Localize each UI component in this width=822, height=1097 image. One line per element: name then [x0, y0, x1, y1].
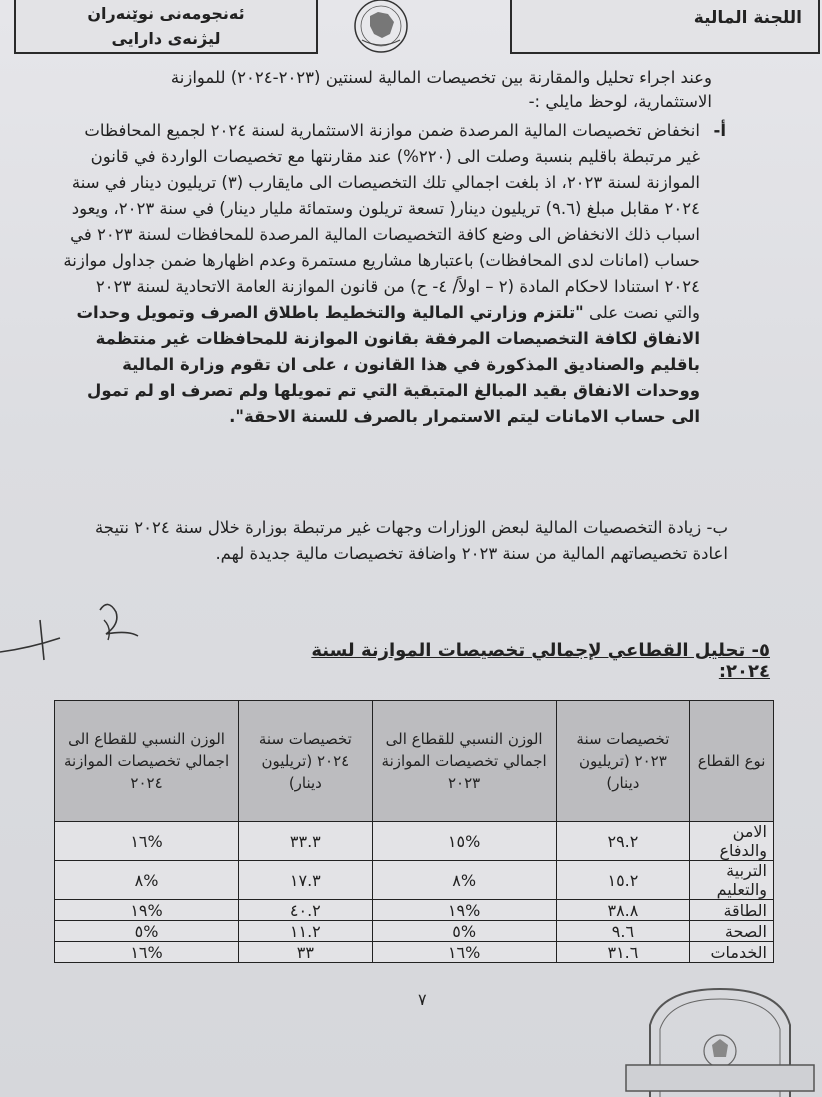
- cell-alloc-2023: ٢٩.٢: [556, 822, 690, 861]
- paragraph-a-quote: "تلتزم وزارتي المالية والتخطيط باطلاق الصرف وتمويل وحدات الانفاق لكافة التخصيصات المرفقة بقانون الموازنة للمحافظات غير منتظمة باقليم والصناديق المذكورة في هذا القانون ، على ان تقوم وزارة المالية ووحدات الانفاق بقيد المبالغ المتبقية التي تم تمويلها ولم تصرف او لم تمول الى حساب الامانات ليتم الاستمرار بالصرف للسنة الاحقة".: [76, 303, 700, 426]
- handwritten-signature: [0, 590, 150, 670]
- table-row: [55, 822, 774, 861]
- cell-weight-2023: %٨: [372, 861, 556, 900]
- cell-sector: الطاقة: [690, 900, 774, 921]
- paragraph-a-marker: أ-: [713, 121, 726, 140]
- committee-label: اللجنة المالية: [693, 8, 802, 28]
- cell-alloc-2024: ٣٣: [239, 942, 373, 963]
- cell-alloc-2024: ٣٣.٣: [239, 822, 373, 861]
- table-row: [55, 861, 774, 900]
- paragraph-b: ب- زيادة التخصصيات المالية لبعض الوزارات وجهات غير مرتبطة بوزارة خلال سنة ٢٠٢٤ نتيجة اعادة تخصيصاتهم المالية من سنة ٢٠٢٣ واضافة تخصيصات مالية جديدة لهم.: [94, 518, 728, 563]
- cell-alloc-2024: ٤٠.٢: [239, 900, 373, 921]
- cell-weight-2023: %٥: [372, 921, 556, 942]
- paragraph-a-text: انخفاض تخصيصات المالية المرصدة ضمن موازنة الاستثمارية لسنة ٢٠٢٤ لجميع المحافظات غير مرتبطة باقليم بنسبة وصلت الى (٢٢٠%) عند مقارنتها مع تخصيصات الواردة في قانون الموازنة لسنة ٢٠٢٣، اذ بلغت اجمالي تلك التخصيصات الى مايقارب (٣) تريليون دينار في سنة ٢٠٢٤ مقابل مبلغ (٩.٦) تريليون دينار( تسعة تريلون وستمائة مليار دينار) في سنة ٢٠٢٣، ويعود اسباب ذلك الانخفاض الى وضع كافة التخصيصات المالية المرصدة للمحافظات لسنة ٢٠٢٣ في حساب (امانات لدى المحافظات) باعتبارها مشاريع مستمرة وعدم اظهارها ضمن جداول موازنة ٢٠٢٤ استنادا لاحكام المادة (٢ – اولاً/ ٤- ح) من قانون الموازنة العامة الاتحادية لسنة ٢٠٢٣ والتي نصت على: [63, 121, 700, 322]
- col-header-sector: نوع القطاع: [690, 701, 774, 822]
- table-row: [55, 900, 774, 921]
- cell-weight-2024: %١٩: [55, 900, 239, 921]
- kurdish-parliament-label: ئەنجومەنی نوێنەران: [87, 4, 245, 23]
- parliament-logo: [348, 0, 414, 58]
- section-title: ٥- تحليل القطاعي لإجمالي تخصيصات الموازنة لسنة ٢٠٢٤:: [311, 640, 770, 682]
- cell-weight-2024: %١٦: [55, 942, 239, 963]
- kurdish-header-box: [14, 0, 318, 54]
- cell-sector: التربية والتعليم: [690, 861, 774, 900]
- cell-alloc-2023: ١٥.٢: [556, 861, 690, 900]
- table-row: [55, 942, 774, 963]
- committee-header-box: [510, 0, 820, 54]
- cell-sector: الخدمات: [690, 942, 774, 963]
- cell-sector: الامن والدفاع: [690, 822, 774, 861]
- cell-alloc-2023: ٣١.٦: [556, 942, 690, 963]
- cell-weight-2023: %١٦: [372, 942, 556, 963]
- cell-weight-2024: %٨: [55, 861, 239, 900]
- cell-sector: الصحة: [690, 921, 774, 942]
- cell-weight-2024: %١٦: [55, 822, 239, 861]
- table-header-row: [55, 701, 774, 822]
- intro-paragraph: وعند اجراء تحليل والمقارنة بين تخصيصات المالية لسنتين (٢٠٢٣-٢٠٢٤) للموازنة الاستثمارية، لوحظ مايلي :-: [170, 68, 712, 111]
- page-number: ٧: [418, 990, 427, 1009]
- cell-alloc-2023: ٩.٦: [556, 921, 690, 942]
- cell-weight-2023: %١٥: [372, 822, 556, 861]
- col-header-alloc-2024: تخصيصات سنة ٢٠٢٤ (تريليون دينار): [239, 701, 373, 822]
- cell-alloc-2024: ١١.٢: [239, 921, 373, 942]
- cell-weight-2023: %١٩: [372, 900, 556, 921]
- sector-allocation-table: [54, 700, 774, 963]
- kurdish-committee-label: لیژنەی دارایی: [111, 29, 221, 48]
- cell-weight-2024: %٥: [55, 921, 239, 942]
- paragraph-a: [60, 118, 726, 430]
- col-header-weight-2024: الوزن النسبي للقطاع الى اجمالي تخصيصات الموازنة ٢٠٢٤: [55, 701, 239, 822]
- cell-alloc-2024: ١٧.٣: [239, 861, 373, 900]
- col-header-alloc-2023: تخصيصات سنة ٢٠٢٣ (تريليون دينار): [556, 701, 690, 822]
- col-header-weight-2023: الوزن النسبي للقطاع الى اجمالي تخصيصات الموازنة ٢٠٢٣: [372, 701, 556, 822]
- official-stamp: [620, 985, 820, 1097]
- table-row: [55, 921, 774, 942]
- cell-alloc-2023: ٣٨.٨: [556, 900, 690, 921]
